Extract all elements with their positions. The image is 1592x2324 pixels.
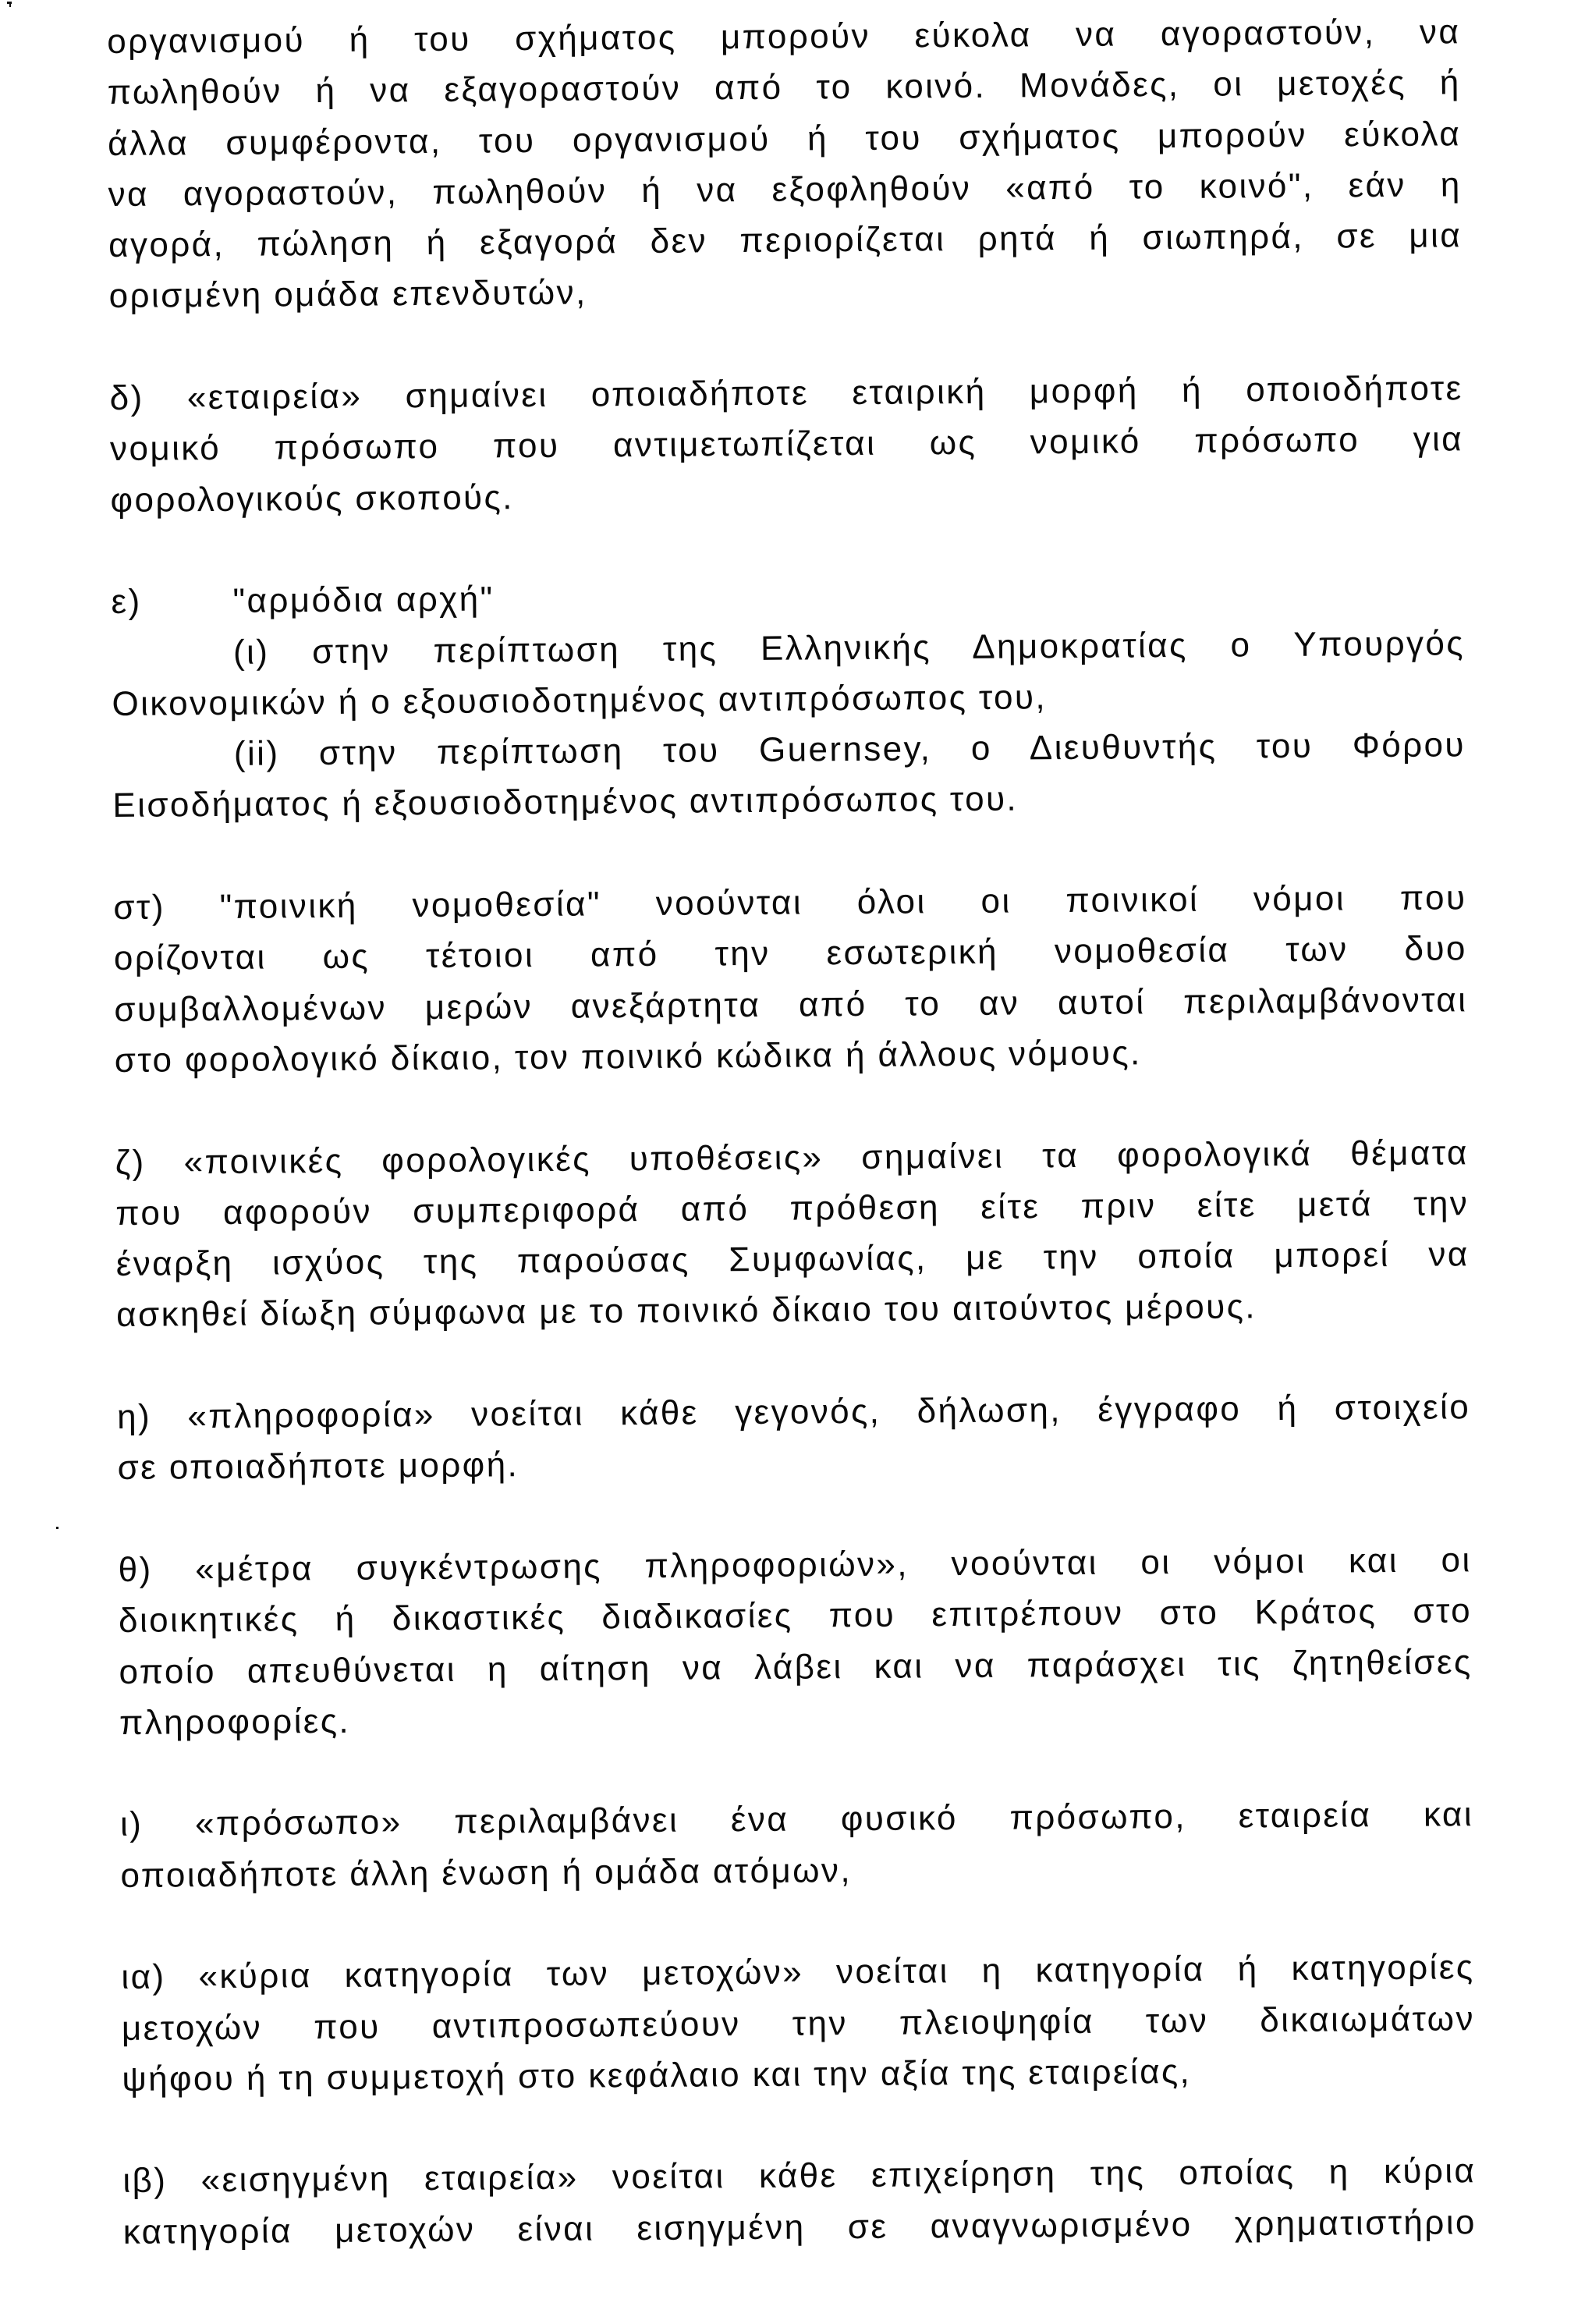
text-line: ορίζονται ως τέτοιοι από την εσωτερική νομοθεσία των δυο	[113, 929, 1467, 978]
text-line: μετοχών που αντιπροσωπεύουν την πλειοψηφία των δικαιωμάτων	[121, 1999, 1476, 2048]
text-line: φορολογικούς σκοπούς.	[110, 477, 514, 520]
text-line: ι) «πρόσωπο» περιλαμβάνει ένα φυσικό πρόσωπο, εταιρεία και	[119, 1795, 1474, 1844]
paragraph-continuation	[107, 6, 1463, 321]
scan-speck	[56, 1527, 59, 1529]
document-page	[107, 6, 1477, 2308]
text-line: ζ) «ποινικές φορολογικές υποθέσεις» σημαίνει τα φορολογικά θέματα	[115, 1133, 1469, 1182]
text-line: η) «πληροφορία» νοείται κάθε γεγονός, δήλωση, έγγραφο ή στοιχείο	[116, 1388, 1471, 1436]
text-line: πληροφορίες.	[119, 1701, 351, 1742]
text-line: έναρξη ισχύος της παρούσας Συμφωνίας, με την οποία μπορεί να	[115, 1235, 1470, 1284]
text-line: διοικητικές ή δικαστικές διαδικασίες που επιτρέπουν στο Κράτος στο	[118, 1591, 1473, 1641]
text-line: (ii) στην περίπτωση του Guernsey, ο Διευθυντής του Φόρου	[233, 726, 1466, 773]
text-line: στο φορολογικό δίκαιο, τον ποινικό κώδικα ή άλλους νόμους.	[114, 1034, 1142, 1080]
definition-competent-authority	[111, 567, 1466, 832]
text-line: ασκηθεί δίωξη σύμφωνα με το ποινικό δίκαιο του αιτούντος μέρους.	[116, 1287, 1257, 1335]
text-line: ια) «κύρια κατηγορία των μετοχών» νοείται η κατηγορία ή κατηγορίες	[121, 1948, 1475, 1997]
definition-criminal-tax-matters	[115, 1127, 1470, 1341]
definition-company	[109, 363, 1463, 526]
text-line: ιβ) «εισηγμένη εταιρεία» νοείται κάθε επιχείρηση της οποίας η κύρια	[122, 2152, 1477, 2201]
definition-person	[120, 1790, 1474, 1901]
text-line: (ι) στην περίπτωση της Ελληνικής Δημοκρατίας ο Υπουργός	[232, 623, 1466, 672]
text-line: οργανισμού ή του σχήματος μπορούν εύκολα να αγοραστούν, να	[107, 12, 1461, 61]
definition-information-gathering-measures	[118, 1535, 1473, 1748]
text-line: ορισμένη ομάδα επενδυτών,	[108, 273, 587, 316]
definition-term: "αρμόδια αρχή"	[232, 580, 495, 621]
text-line: οποίο απευθύνεται η αίτηση να λάβει και να παράσχει τις ζητηθείσες	[119, 1642, 1473, 1691]
text-line: θ) «μέτρα συγκέντρωσης πληροφοριών», νοούνται οι νόμοι και οι	[118, 1541, 1472, 1589]
text-line: κατηγορία μετοχών είναι εισηγμένη σε αναγνωρισμένο χρηματιστήριο	[122, 2202, 1477, 2251]
text-line: σε οποιαδήποτε μορφή.	[117, 1446, 519, 1488]
text-line: νομικό πρόσωπο που αντιμετωπίζεται ως νομικό πρόσωπο για	[109, 420, 1464, 469]
definition-criminal-laws	[113, 872, 1468, 1086]
text-line: δ) «εταιρεία» σημαίνει οποιαδήποτε εταιρική μορφή ή οποιοδήποτε	[109, 369, 1463, 418]
definition-publicly-traded-company	[122, 2146, 1477, 2258]
item-label: ε)	[111, 582, 142, 622]
text-line: άλλα συμφέροντα, του οργανισμού ή του σχήματος μπορούν εύκολα	[108, 114, 1462, 163]
text-line: να αγοραστούν, πωληθούν ή να εξοφληθούν «από το κοινό", εάν η	[108, 165, 1462, 214]
text-line: συμβαλλομένων μερών ανεξάρτητα από το αν αυτοί περιλαμβάνονται	[114, 980, 1468, 1029]
text-line: οποιαδήποτε άλλη ένωση ή ομάδα ατόμων,	[120, 1850, 853, 1895]
text-line: αγορά, πώληση ή εξαγορά δεν περιορίζεται ρητά ή σιωπηρά, σε μια	[108, 216, 1463, 265]
text-line: στ) "ποινική νομοθεσία" νοούνται όλοι οι ποινικοί νόμοι που	[113, 878, 1467, 928]
definition-information	[117, 1382, 1471, 1493]
text-line: Οικονομικών ή ο εξουσιοδοτημένος αντιπρόσωπος του,	[112, 678, 1048, 723]
text-line: πωληθούν ή να εξαγοραστούν από το κοινό. Μονάδες, οι μετοχές ή	[107, 63, 1461, 112]
text-line: ψήφου ή τη συμμετοχή στο κεφάλαιο και την αξία της εταιρείας,	[122, 2052, 1192, 2099]
definition-principal-class-of-shares	[121, 1942, 1475, 2105]
text-line: που αφορούν συμπεριφορά από πρόθεση είτε πριν είτε μετά την	[115, 1184, 1470, 1233]
text-line: Εισοδήματος ή εξουσιοδοτημένος αντιπρόσωπος του.	[112, 779, 1019, 825]
scan-speck	[9, 4, 11, 7]
